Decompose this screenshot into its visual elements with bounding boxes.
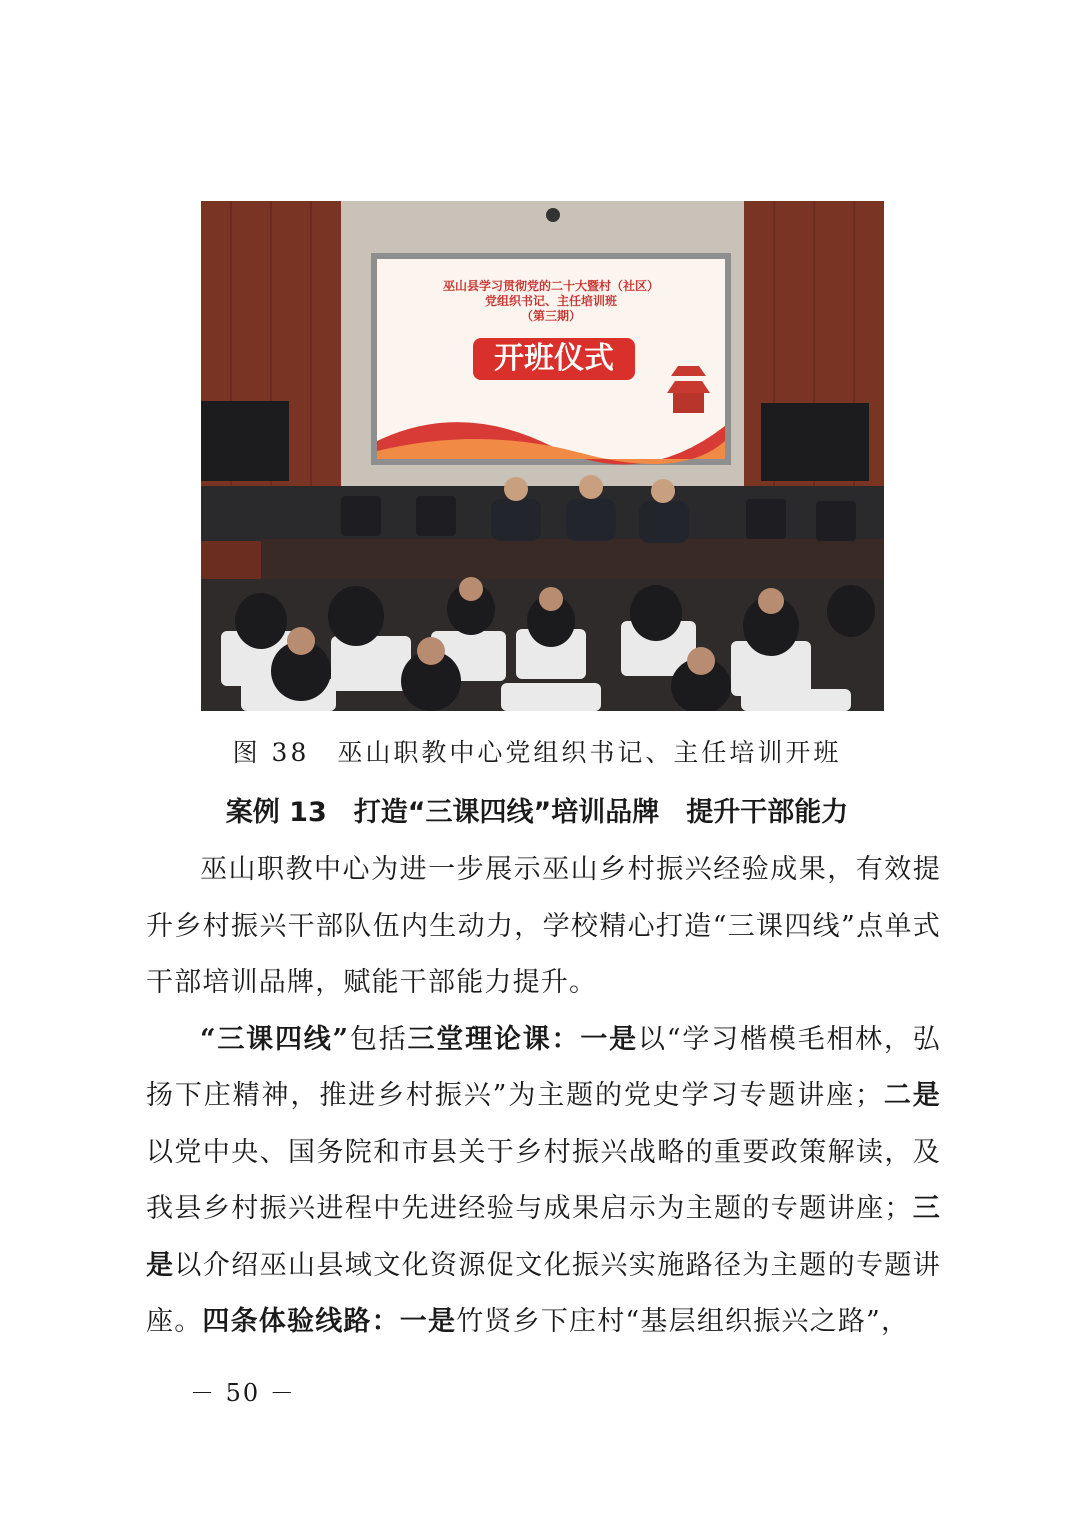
body-paragraph: [146, 1012, 941, 1351]
bold-phrase: “三课四线”: [200, 1023, 350, 1055]
text-run: 巫山职教中心为进一步展示巫山乡村振兴经验成果，有效提升乡村振兴干部队伍内生动力，学校精心打造“三课四线”点单式干部培训品牌，赋能干部能力提升。: [146, 854, 941, 998]
text-run: 以介绍巫山县域文化资源促文化振兴实施路径为主题的专题讲座。: [146, 1249, 941, 1337]
text-run: 以党中央、国务院和市县关于乡村振兴战略的重要政策解读，及我县乡村振兴进程中先进经验与成果启示为主题的专题讲座；: [146, 1136, 941, 1224]
bold-phrase: 三堂理论课：一是: [407, 1023, 638, 1055]
body-text: [146, 842, 941, 1351]
screen-title-line1: 巫山县学习贯彻党的二十大暨村（社区）: [442, 279, 659, 293]
training-opening-photo: [201, 201, 884, 711]
screen-title-line2: 党组织书记、主任培训班: [484, 294, 617, 308]
screen-title-line3: （第三期）: [520, 309, 581, 323]
text-run: 以“学习楷模毛相林，弘扬下庄精神，推进乡村振兴”为主题的党史学习专题讲座；: [146, 1023, 941, 1111]
text-run: 包括: [349, 1023, 408, 1055]
body-paragraph: [146, 842, 941, 1012]
page-number: － 50 －: [190, 1379, 296, 1407]
figure-caption: 图 38 巫山职教中心党组织书记、主任培训开班: [232, 738, 842, 767]
screen-banner: 开班仪式: [494, 341, 614, 376]
text-run: 竹贤乡下庄村“基层组织振兴之路”，: [456, 1306, 910, 1337]
bold-phrase: 四条体验线路：一是: [202, 1306, 457, 1337]
case-title: 案例 13 打造“三课四线”培训品牌 提升干部能力: [225, 797, 849, 828]
bold-phrase: 二是: [883, 1080, 941, 1111]
screen-title: [381, 279, 721, 324]
bold-phrase: 三是: [146, 1193, 941, 1281]
